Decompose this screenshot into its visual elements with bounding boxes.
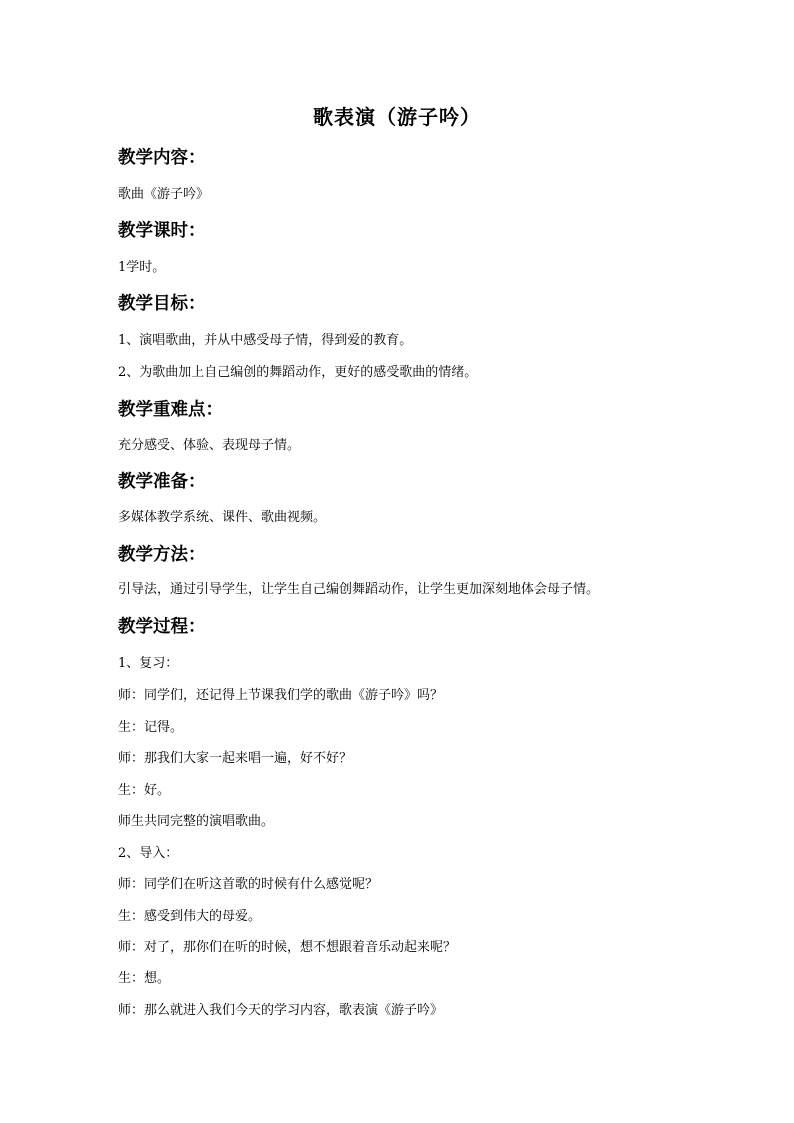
paragraph: 1、复习： (118, 656, 179, 671)
paragraph: 生：记得。 (118, 720, 184, 735)
paragraph: 生：想。 (118, 971, 171, 986)
section-heading-preparation: 教学准备： (118, 472, 206, 492)
paragraph: 师：那么就进入我们今天的学习内容，歌表演《游子吟》 (118, 1003, 444, 1018)
document-title: 歌表演（游子吟） (313, 105, 481, 129)
paragraph: 1、演唱歌曲，并从中感受母子情，得到爱的教育。 (118, 333, 413, 348)
section-heading-method: 教学方法： (118, 545, 206, 565)
paragraph: 1学时。 (118, 260, 166, 275)
section-heading-difficulty: 教学重难点： (118, 400, 223, 420)
paragraph: 多媒体教学系统、课件、歌曲视频。 (118, 510, 327, 525)
paragraph: 生：感受到伟大的母爱。 (118, 909, 262, 924)
paragraph: 歌曲《游子吟》 (118, 187, 210, 202)
paragraph: 师：同学们在听这首歌的时候有什么感觉呢？ (118, 877, 379, 892)
paragraph: 充分感受、体验、表现母子情。 (118, 438, 301, 453)
paragraph: 生：好。 (118, 783, 171, 798)
section-heading-goals: 教学目标： (118, 294, 206, 314)
paragraph: 师：对了，那你们在听的时候，想不想跟着音乐动起来呢？ (118, 940, 457, 955)
paragraph: 2、导入： (118, 846, 179, 861)
paragraph: 师：那我们大家一起来唱一遍，好不好？ (118, 751, 353, 766)
paragraph: 2、为歌曲加上自己编创的舞蹈动作，更好的感受歌曲的情绪。 (118, 365, 478, 380)
paragraph: 师：同学们，还记得上节课我们学的歌曲《游子吟》吗？ (118, 688, 444, 703)
paragraph: 引导法，通过引导学生，让学生自己编创舞蹈动作，让学生更加深刻地体会母子情。 (118, 582, 600, 597)
section-heading-process: 教学过程： (118, 617, 206, 637)
section-heading-content: 教学内容： (118, 148, 206, 168)
paragraph: 师生共同完整的演唱歌曲。 (118, 814, 275, 829)
section-heading-period: 教学课时： (118, 221, 206, 241)
